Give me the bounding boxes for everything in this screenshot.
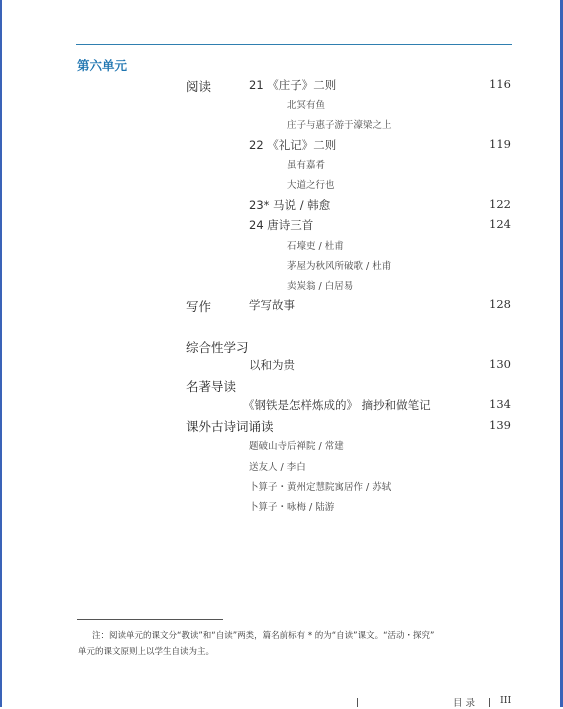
page-number: 119 (489, 137, 511, 151)
section-label-classics: 名著导读 (186, 379, 237, 394)
page-number: 130 (489, 357, 511, 371)
footer-divider (489, 698, 490, 707)
footer-label: 目 录 (453, 698, 476, 709)
note-rule (77, 619, 223, 620)
toc-subentry[interactable]: 大道之行也 (287, 180, 335, 191)
toc-entry-22[interactable]: 22 《礼记》二则 (249, 138, 337, 152)
poem-entry[interactable]: 卜算子・黄州定慧院寓居作 / 苏轼 (249, 482, 392, 493)
section-label-extracurricular: 课外古诗词诵读 (186, 419, 274, 434)
toc-entry-23[interactable]: 23* 马说 / 韩愈 (249, 198, 331, 212)
toc-subentry[interactable]: 虽有嘉肴 (287, 160, 326, 171)
toc-subentry[interactable]: 茅屋为秋风所破歌 / 杜甫 (287, 261, 392, 272)
toc-entry-21[interactable]: 21 《庄子》二则 (249, 78, 337, 92)
toc-entry-writing[interactable]: 学写故事 (249, 298, 295, 312)
page-number: 139 (489, 418, 511, 432)
section-label-reading: 阅读 (186, 79, 212, 94)
poem-entry[interactable]: 卜算子・咏梅 / 陆游 (249, 502, 335, 513)
toc-entry-classics[interactable]: 《钢铁是怎样炼成的》 摘抄和做笔记 (243, 398, 431, 412)
page-number: 124 (489, 217, 511, 231)
toc-subentry[interactable]: 卖炭翁 / 白居易 (287, 281, 354, 292)
poem-entry[interactable]: 题破山寺后禅院 / 常建 (249, 441, 344, 452)
top-rule (76, 44, 512, 45)
page-number: 134 (489, 397, 511, 411)
page-number: 116 (489, 77, 511, 91)
footnote (78, 628, 435, 660)
footer-page-number: III (500, 695, 512, 706)
page-number: 128 (489, 297, 511, 311)
poem-entry[interactable]: 送友人 / 李白 (249, 462, 306, 473)
toc-subentry[interactable]: 庄子与惠子游于濠梁之上 (287, 120, 392, 131)
toc-entry-24[interactable]: 24 唐诗三首 (249, 218, 314, 232)
toc-entry-comprehensive[interactable]: 以和为贵 (249, 358, 295, 372)
footnote-line: 单元的课文原则上以学生自读为主。 (78, 647, 215, 657)
footer-divider (357, 698, 358, 707)
section-label-writing: 写作 (186, 299, 212, 314)
toc-subentry[interactable]: 北冥有鱼 (287, 100, 326, 111)
page-number: 122 (489, 197, 511, 211)
footnote-line: 注：阅读单元的课文分“教读”和“自读”两类，篇名前标有 * 的为“自读”课文。“活动・探究” (92, 631, 435, 641)
section-label-comprehensive: 综合性学习 (186, 340, 249, 355)
unit-title: 第六单元 (77, 58, 128, 73)
toc-subentry[interactable]: 石壕吏 / 杜甫 (287, 241, 344, 252)
